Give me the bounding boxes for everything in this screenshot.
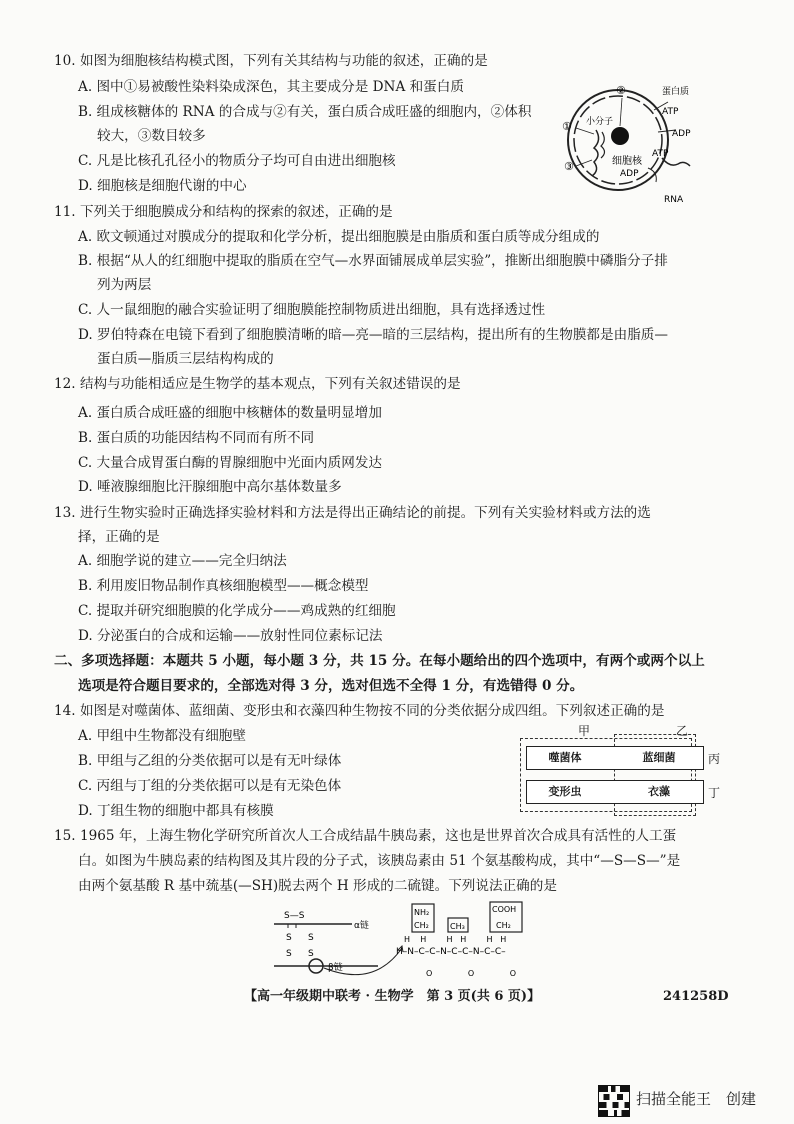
q10-option-a: A. 图中①易被酸性染料染成深色，其主要成分是 DNA 和蛋白质	[78, 79, 464, 95]
insulin-structure-diagram	[268, 900, 538, 980]
q10-option-d: D. 细胞核是细胞代谢的中心	[78, 178, 247, 194]
alpha-chain-label: α链	[354, 921, 369, 931]
page-footer-code: 241258D	[663, 989, 729, 1004]
scanner-watermark: 扫描全能王 创建	[636, 1090, 757, 1108]
group-yi-label: 乙	[676, 724, 689, 738]
s-label-3: S	[308, 933, 314, 943]
q13-option-a: A. 细胞学说的建立——完全归纳法	[78, 553, 287, 569]
ch2-label-a: CH₂	[414, 921, 429, 930]
label-atp-top: ATP	[662, 107, 679, 117]
chlamydomonas-label: 衣藻	[624, 783, 694, 799]
q11-option-c: C. 人一鼠细胞的融合实验证明了细胞膜能控制物质进出细胞，具有选择透过性	[78, 302, 546, 318]
q11-option-a: A. 欧文顿通过对膜成分的提取和化学分析，提出细胞膜是由脂质和蛋白质等成分组成的	[78, 229, 600, 245]
ch3-label: CH₃	[450, 922, 465, 931]
q12-option-a: A. 蛋白质合成旺盛的细胞中核糖体的数量明显增加	[78, 405, 382, 421]
label-circle-2: ②	[616, 84, 626, 97]
q15-line1: 15. 1965 年，上海生物化学研究所首次人工合成结晶牛胰岛素，这也是世界首次合成具有活性的人工蛋	[54, 828, 677, 844]
cooh-label: COOH	[492, 905, 517, 914]
label-small-molecule: 小分子	[586, 117, 614, 127]
q10-option-b-line1: B. 组成核糖体的 RNA 的合成与②有关，蛋白质合成旺盛的细胞内，②体积	[78, 104, 532, 120]
q12-option-d: D. 唾液腺细胞比汗腺细胞中高尔基体数量多	[78, 479, 342, 495]
q10-option-c: C. 凡是比核孔孔径小的物质分子均可自由进出细胞核	[78, 153, 396, 169]
nh2-label: NH₂	[414, 908, 430, 917]
q12-option-c: C. 大量合成胃蛋白酶的胃腺细胞中光面内质网发达	[78, 455, 383, 471]
cyanobacteria-label: 蓝细菌	[624, 749, 694, 765]
q15-line3: 由两个氨基酸 R 基中巯基(—SH)脱去两个 H 形成的二硫键。下列说法正确的是	[78, 878, 557, 894]
q13-stem-line1: 13. 进行生物实验时正确选择实验材料和方法是得出正确结论的前提。下列有关实验材料或方法的选	[54, 505, 651, 521]
peptide-backbone: H–N–C–C–N–C–C–N–C–C–	[396, 947, 506, 957]
s-label-2: S	[286, 949, 292, 959]
disulfide-top-label: S—S	[284, 911, 305, 921]
s-label-1: S	[286, 933, 292, 943]
group-jia-label: 甲	[578, 724, 591, 738]
group-bing-label: 丙	[708, 752, 721, 766]
q11-option-b-line1: B. 根据“从人的红细胞中提取的脂质在空气—水界面铺展成单层实验”，推断出细胞膜中磷脂分子排	[78, 253, 668, 269]
label-protein: 蛋白质	[662, 87, 690, 97]
q14-option-a: A. 甲组中生物都没有细胞壁	[78, 728, 246, 744]
label-nucleus: 细胞核	[612, 156, 642, 167]
q14-option-d: D. 丁组生物的细胞中都具有核膜	[78, 803, 274, 819]
label-circle-3: ③	[564, 160, 574, 173]
ch2-label-b: CH₂	[496, 921, 511, 930]
beta-chain-label: β链	[328, 963, 343, 973]
label-adp-right: ADP	[672, 129, 691, 139]
page-footer-title: 【高一年级期中联考 · 生物学 第 3 页(共 6 页)】	[244, 989, 541, 1004]
q11-option-d-line2: 蛋白质—脂质三层结构构成的	[97, 351, 274, 367]
q14-option-c: C. 丙组与丁组的分类依据可以是有无染色体	[78, 778, 342, 794]
q13-option-d: D. 分泌蛋白的合成和运输——放射性同位素标记法	[78, 628, 383, 644]
q12-option-b: B. 蛋白质的功能因结构不同而有所不同	[78, 430, 315, 446]
q11-option-b-line2: 列为两层	[97, 277, 152, 293]
label-circle-1: ①	[562, 120, 572, 133]
section2-heading-line2: 选项是符合题目要求的，全部选对得 3 分，选对但选不全得 1 分，有选错得 0 分。	[78, 678, 584, 694]
q13-option-c: C. 提取并研究细胞膜的化学成分——鸡成熟的红细胞	[78, 603, 396, 619]
q14-option-b: B. 甲组与乙组的分类依据可以是有无叶绿体	[78, 753, 342, 769]
group-ding-label: 丁	[708, 786, 721, 800]
q11-stem: 11. 下列关于细胞膜成分和结构的探索的叙述，正确的是	[54, 204, 393, 220]
label-atp-bottom: ATP	[652, 149, 669, 159]
q15-line2: 白。如图为牛胰岛素的结构图及其片段的分子式，该胰岛素由 51 个氨基酸构成，其中“—S—S—”是	[78, 853, 681, 869]
qr-code-icon	[598, 1085, 630, 1117]
amoeba-label: 变形虫	[530, 783, 600, 799]
q10-stem: 10. 如图为细胞核结构模式图，下列有关其结构与功能的叙述，正确的是	[54, 53, 488, 69]
q12-stem: 12. 结构与功能相适应是生物学的基本观点，下列有关叙述错误的是	[54, 376, 461, 392]
h-atoms-row: H H H H H H	[404, 935, 507, 944]
q14-stem: 14. 如图是对噬菌体、蓝细菌、变形虫和衣藻四种生物按不同的分类依据分成四组。下列叙述正确的是	[54, 703, 665, 719]
nucleus-diagram	[558, 80, 708, 205]
q11-option-d-line1: D. 罗伯特森在电镜下看到了细胞膜清晰的暗—亮—暗的三层结构，提出所有的生物膜都是由脂质—	[78, 327, 668, 343]
phage-label: 噬菌体	[530, 749, 600, 765]
s-label-4: S	[308, 949, 314, 959]
q13-stem-line2: 择，正确的是	[78, 529, 160, 545]
q13-option-b: B. 利用废旧物品制作真核细胞模型——概念模型	[78, 578, 369, 594]
o-atoms-row: O O O	[426, 969, 517, 978]
q10-option-b-line2: 较大，③数目较多	[97, 128, 206, 144]
section2-heading-line1: 二、多项选择题：本题共 5 小题，每小题 3 分，共 15 分。在每小题给出的四个选项中，有两个或两个以上	[54, 653, 705, 669]
label-adp-bottom: ADP	[620, 169, 639, 179]
nucleolus	[611, 127, 629, 145]
label-rna: RNA	[664, 195, 684, 205]
